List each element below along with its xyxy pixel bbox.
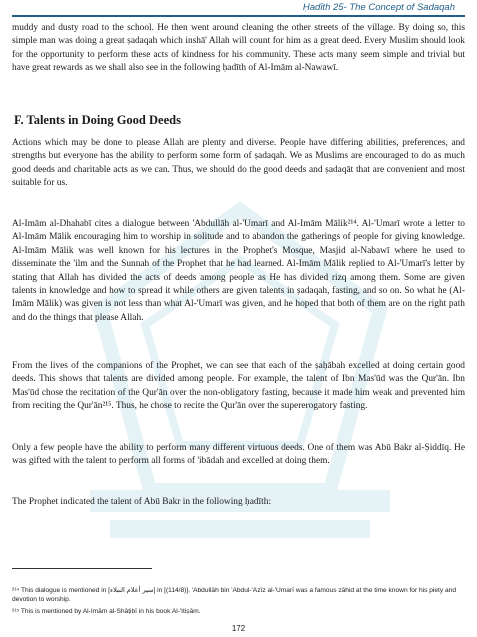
section-heading: F. Talents in Doing Good Deeds [14,113,181,127]
running-header: Ḥadīth 25- The Concept of Ṣadaqah [302,2,455,13]
header-rule [12,15,465,17]
paragraph-5: Only a few people have the ability to perform many different virtuous deeds. One of them was Abū Bakr al-Ṣiddīq. He was gifted with the talent to perform all forms of 'ibādah and excelled at doing them. [12,443,465,467]
footnote-214: ²¹⁴ This dialogue is mentioned in [سير أعلام النبلاء] in [(114/8)]. 'Abdullāh bin 'Abdul-'Azīz al-'Umarī was a famous zāhid at the time known for his piety and devotion to worship. [12,587,456,604]
paragraph-2: Actions which may be done to please Allah are plenty and diverse. People have differing abilities, preferences, and strengths but everyone has the ability to perform some form of ṣadaqah. We as Muslims are encouraged to do as much good deeds and charitable acts as we can. Thus, we should do the good deeds and ṣadaqāt that are convenient and most suitable for us. [12,138,465,189]
paragraph-1: muddy and dusty road to the school. He then went around cleaning the other streets of the village. By doing so, this simple man was doing a great ṣadaqah which inshā' Allah will count for him as a great deed. Every Muslim should look for the opportunity to perform these acts of kindness for his community. These acts many seem simple and trivial but have great rewards as we shall also see in the following ḥadīth of Al-Imām al-Nawawī. [12,23,465,74]
paragraph-4: From the lives of the companions of the Prophet, we can see that each of the ṣaḥābah excelled at doing certain good deeds. This shows that talents are divided among people. For example, the talent of Ibn Mas'ūd was the Qur'ān. Ibn Mas'ūd chose the recitation of the Qur'ān over the non-obligatory fasting, because it made him weak and prevented him from reciting the Qur'ān²¹⁵. Thus, he chose to recite the Qur'ān over the supererogatory fasting. [12,361,465,412]
paragraph-6: The Prophet indicated the talent of Abū Bakr in the following ḥadīth: [12,497,272,507]
page-number: 172 [231,624,246,633]
footnote-rule [12,568,152,569]
footnote-215: ²¹⁵ This is mentioned by Al-Imām al-Shāṭibī in his book Al-'Itiṣām. [12,608,201,615]
paragraph-3: Al-Imām al-Dhahabī cites a dialogue between 'Abdullāh al-'Umarī and Al-Imām Mālik²¹⁴. Al-'Umarī wrote a letter to Al-Imām Mālik encouraging him to worship in solitude and to abandon the gatherings of people for giving knowledge. Al-Imām Mālik was well known for his lectures in the Prophet's Mosque, Masjid al-Nabawī where he used to disseminate the 'ilm and the Sunnah of the Prophet that he had learned. Al-Imām Mālik replied to Al-'Umarī's letter by stating that Allah has divided the acts of deeds among people as He has divided rizq among them. Some are given talents in knowledge and how to spread it while others are given talents in ṣadaqah, fasting, and so on. So what he (Al-Imām Mālik) was given is not less than what Al-'Umarī was given, and he hoped that both of them are on the right path and do the things that please Allah. [12,219,465,323]
